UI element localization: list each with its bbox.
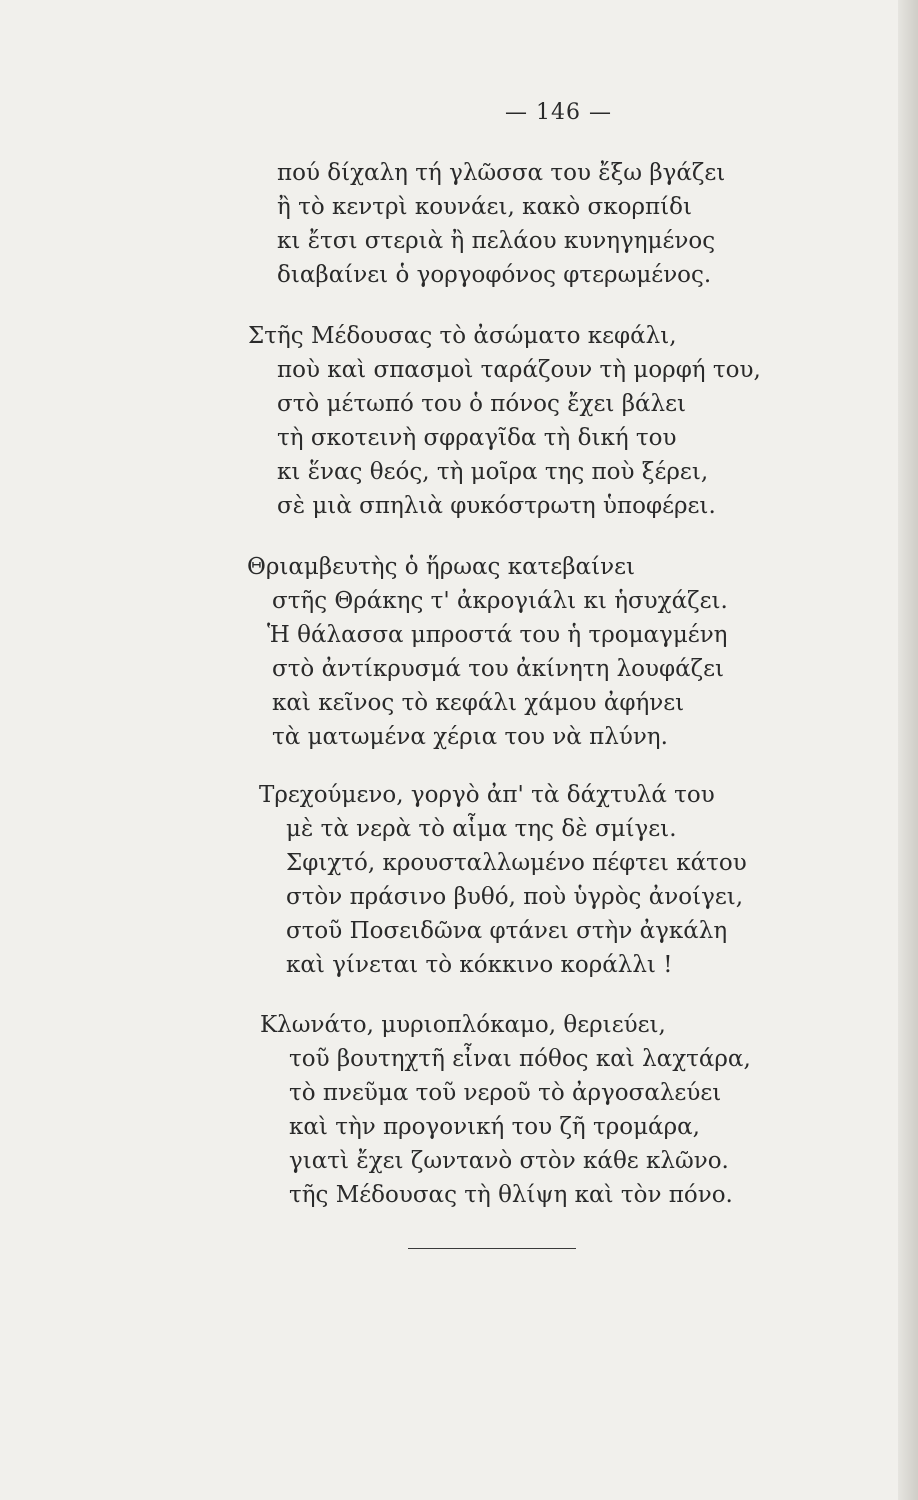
page-number: — 146 — [505, 100, 612, 125]
poem-line: στὸ ἀντίκρυσμά του ἀκίνητη λουφάζει [272, 656, 725, 682]
poem-line: τὰ ματωμένα χέρια του νὰ πλύνη. [272, 724, 668, 750]
poem-line: Τρεχούμενο, γοργὸ ἀπ' τὰ δάχτυλά του [259, 782, 715, 808]
poem-line: σὲ μιὰ σπηλιὰ φυκόστρωτη ὑποφέρει. [277, 493, 716, 519]
poem-line: Ἡ θάλασσα μπροστά του ἡ τρομαγμένη [267, 622, 728, 648]
end-rule [408, 1248, 576, 1249]
poem-line: Κλωνάτο, μυριοπλόκαμο, θεριεύει, [260, 1012, 666, 1038]
poem-line: τὸ πνεῦμα τοῦ νεροῦ τὸ ἀργοσαλεύει [289, 1080, 722, 1106]
poem-line: στοῦ Ποσειδῶνα φτάνει στὴν ἀγκάλη [286, 918, 728, 944]
poem-line: Σφιχτό, κρουσταλλωμένο πέφτει κάτου [286, 850, 747, 876]
page-edge-shadow [898, 0, 918, 1500]
poem-line: στῆς Θράκης τ' ἀκρογιάλι κι ἡσυχάζει. [272, 588, 728, 614]
poem-line: διαβαίνει ὁ γοργοφόνος φτερωμένος. [277, 262, 712, 288]
poem-line: κι ἕνας θεός, τὴ μοῖρα της ποὺ ξέρει, [277, 459, 709, 485]
poem-line: καὶ τὴν προγονική του ζῆ τρομάρα, [289, 1114, 700, 1140]
poem-line: τοῦ βουτηχτῆ εἶναι πόθος καὶ λαχτάρα, [289, 1046, 751, 1072]
poem-line: κι ἔτσι στεριὰ ἢ πελάου κυνηγημένος [277, 228, 716, 254]
poem-line: Στῆς Μέδουσας τὸ ἀσώματο κεφάλι, [248, 323, 677, 349]
poem-line: στὸ μέτωπό του ὁ πόνος ἔχει βάλει [277, 391, 687, 417]
poem-line: τὴ σκοτεινὴ σφραγῖδα τὴ δική του [277, 425, 677, 451]
poem-line: ἢ τὸ κεντρὶ κουνάει, κακὸ σκορπίδι [277, 194, 692, 220]
poem-line: ποὺ καὶ σπασμοὶ ταράζουν τὴ μορφή του, [277, 357, 761, 383]
poem-line: στὸν πράσινο βυθό, ποὺ ὑγρὸς ἀνοίγει, [286, 884, 744, 910]
poem-line: γιατὶ ἔχει ζωντανὸ στὸν κάθε κλῶνο. [289, 1148, 729, 1174]
poem-line: τῆς Μέδουσας τὴ θλίψη καὶ τὸν πόνο. [289, 1182, 733, 1208]
poem-line: μὲ τὰ νερὰ τὸ αἷμα της δὲ σμίγει. [286, 816, 677, 842]
poem-line: καὶ κεῖνος τὸ κεφάλι χάμου ἀφήνει [272, 690, 685, 716]
poem-line: πού δίχαλη τή γλῶσσα του ἔξω βγάζει [277, 160, 726, 186]
poem-line: καὶ γίνεται τὸ κόκκινο κοράλλι ! [286, 952, 673, 978]
poem-line: Θριαμβευτὴς ὁ ἥρωας κατεβαίνει [247, 554, 636, 580]
